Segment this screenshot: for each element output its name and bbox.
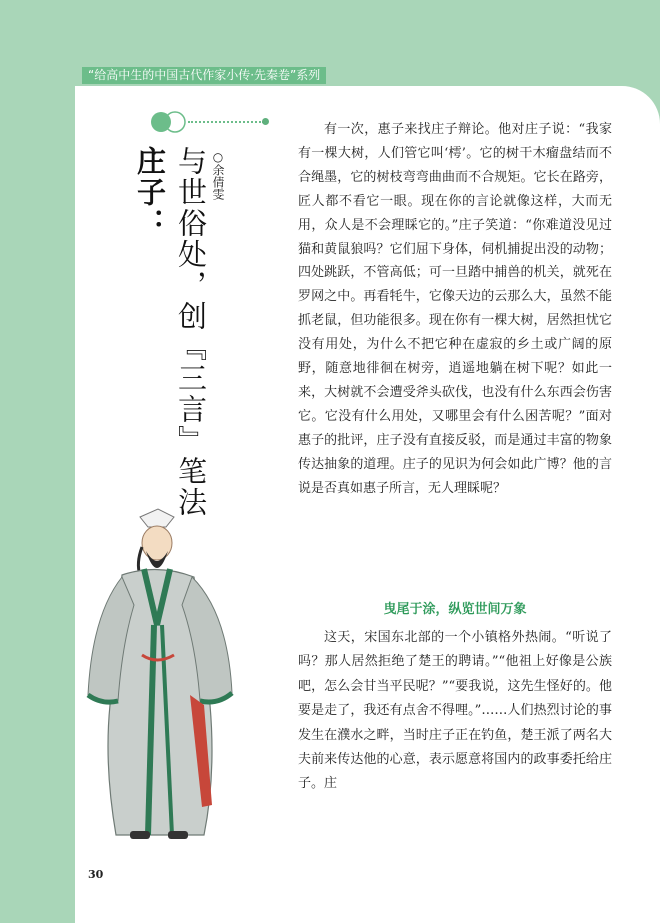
zhuangzi-portrait-illustration	[82, 505, 242, 845]
article-title-sub: 与世俗处，创『三言』笔法	[174, 146, 208, 518]
decorative-dot-icon	[262, 118, 269, 125]
page-number: 30	[88, 868, 104, 881]
decorative-dotted-line	[188, 121, 264, 123]
article-author: ○余倩雯	[211, 150, 225, 200]
article-intro-text	[298, 118, 612, 501]
article-section-text	[298, 626, 612, 797]
series-banner: “给高中生的中国古代作家小传·先秦卷”系列	[82, 67, 326, 84]
page-panel-bottom	[75, 846, 660, 923]
article-title-main: 庄子：	[133, 146, 167, 239]
section-heading: 曳尾于涂，纵览世间万象	[383, 602, 527, 617]
decorative-circles-icon	[150, 111, 190, 133]
paragraph: 有一次，惠子来找庄子辩论。他对庄子说：“我家有一棵大树，人们管它叫‘樗’。它的树干木瘤盘结而不合绳墨，它的树枝弯弯曲曲而不合规矩。它长在路旁，匠人都不看它一眼。现在你的言论就像这样，大而无用，众人是不会理睬它的。”庄子笑道：“你难道没见过猫和黄鼠狼吗？它们屈下身体，伺机捕捉出没的动物；四处跳跃，不管高低；可一旦踏中捕兽的机关，就死在罗网之中。再看牦牛，它像天边的云那么大，虽然不能抓老鼠，但功能很多。现在你有一棵大树，居然担忧它没有用处，为什么不把它种在虚寂的乡土或广阔的原野，随意地徘徊在树旁，逍遥地躺在树下呢？如此一来，大树就不会遭受斧头砍伐，也没有什么东西会伤害它。它没有什么用处，又哪里会有什么困苦呢？”面对惠子的批评，庄子没有直接反驳，而是通过丰富的物象传达抽象的道理。庄子的见识为何会如此广博？他的言说是否真如惠子所言，无人理睬呢？	[298, 122, 612, 496]
paragraph: 这天，宋国东北部的一个小镇格外热闹。“听说了吗？那人居然拒绝了楚王的聘请。”“他祖上好像是公族吧，怎么会甘当平民呢？”“要我说，这先生怪好的。他要是走了，我还有点舍不得哩。”……人们热烈讨论的事发生在濮水之畔，当时庄子正在钓鱼，楚王派了两名大夫前来传达他的心意，表示愿意将国内的政事委托给庄子。庄	[298, 630, 612, 792]
